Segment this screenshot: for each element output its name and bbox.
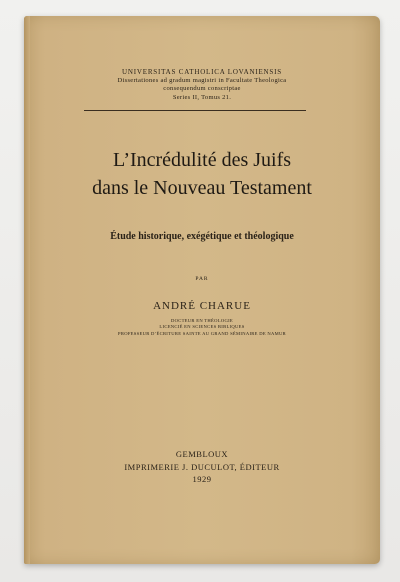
publication-year: 1929 [192, 474, 212, 484]
author-name: ANDRÉ CHARUE [153, 300, 251, 312]
book-cover [24, 16, 380, 564]
series-university: UNIVERSITAS CATHOLICA LOVANIENSIS [122, 68, 282, 76]
publisher-city: GEMBLOUX [175, 449, 229, 459]
series-line-2: consequendum conscriptae [163, 85, 241, 92]
book-subtitle: Étude historique, exégétique et théologique [110, 231, 294, 242]
series-info [24, 68, 380, 102]
divider-rule [84, 110, 306, 111]
by-label: PAR [195, 276, 209, 282]
qualification-1: DOCTEUR EN THÉOLOGIE [170, 318, 234, 323]
qualification-3: PROFESSEUR D’ÉCRITURE SAINTE AU GRAND SÉMINAIRE DE NAMUR [117, 330, 287, 336]
qualification-2: LICENCIÉ EN SCIENCES BIBLIQUES [159, 324, 245, 330]
publisher-info [24, 448, 380, 486]
series-line-3: Series II, Tomus 21. [172, 93, 232, 101]
author-qualifications [24, 318, 380, 337]
book-title [24, 146, 380, 202]
title-line-2: dans le Nouveau Testament [92, 177, 312, 199]
publisher-printer: IMPRIMERIE J. DUCULOT, ÉDITEUR [124, 461, 280, 472]
title-line-1: L’Incrédulité des Juifs [112, 149, 292, 171]
series-line-1: Dissertationes ad gradum magistri in Facultate Theologica [117, 76, 287, 84]
